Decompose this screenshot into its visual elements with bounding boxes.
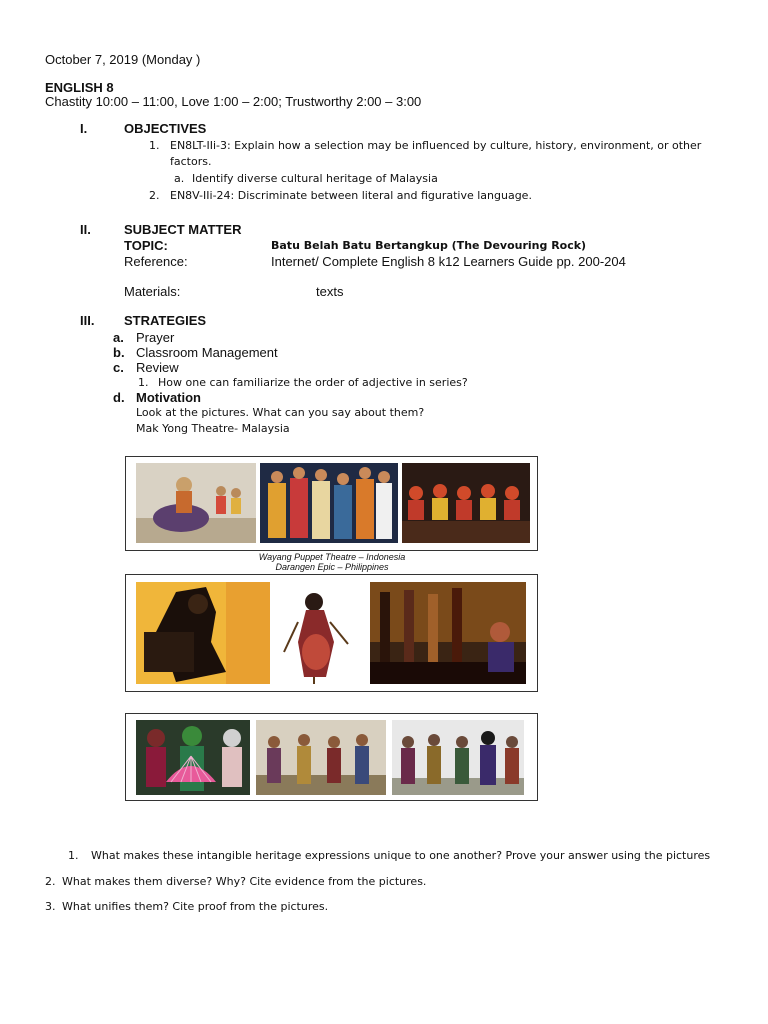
darangen-photo bbox=[256, 720, 386, 795]
review-question-number: 1. bbox=[138, 376, 149, 389]
strategy-prayer: Prayer bbox=[136, 330, 175, 345]
strategy-classroom-management: Classroom Management bbox=[136, 345, 278, 360]
materials-label: Materials: bbox=[124, 284, 181, 299]
question-number: 3. bbox=[45, 900, 56, 913]
strategy-motivation: Motivation bbox=[136, 390, 201, 405]
motivation-prompt: Look at the pictures. What can you say about them? bbox=[136, 406, 425, 419]
strategy-letter: b. bbox=[113, 345, 125, 360]
mak-yong-photo-strip bbox=[125, 456, 538, 551]
topic-label: TOPIC: bbox=[124, 238, 168, 253]
materials-value: texts bbox=[316, 284, 344, 299]
section-numeral: III. bbox=[80, 313, 95, 328]
question-number: 1. bbox=[68, 849, 79, 862]
strategy-review: Review bbox=[136, 360, 179, 375]
objective-text: EN8LT-IIi-3: Explain how a selection may be influenced by culture, history, environment, or other bbox=[170, 139, 702, 152]
subject-title: ENGLISH 8 bbox=[45, 80, 114, 95]
wayang-photo bbox=[278, 582, 362, 684]
objective-number: 2. bbox=[149, 189, 160, 202]
mak-yong-photo bbox=[260, 463, 398, 543]
lesson-date: October 7, 2019 (Monday ) bbox=[45, 52, 201, 67]
strategy-letter: a. bbox=[113, 330, 124, 345]
section-numeral: II. bbox=[80, 222, 91, 237]
sub-objective-text: Identify diverse cultural heritage of Malaysia bbox=[192, 172, 438, 185]
reference-value: Internet/ Complete English 8 k12 Learners Guide pp. 200-204 bbox=[271, 254, 626, 269]
sub-objective-letter: a. bbox=[174, 172, 185, 185]
question-text: What unifies them? Cite proof from the pictures. bbox=[62, 900, 329, 913]
objective-number: 1. bbox=[149, 139, 160, 152]
question-number: 2. bbox=[45, 875, 56, 888]
wayang-photo bbox=[370, 582, 526, 684]
wayang-photo bbox=[136, 582, 270, 684]
subject-matter-heading: SUBJECT MATTER bbox=[124, 222, 242, 237]
wayang-photo-strip bbox=[125, 574, 538, 692]
question-text: What makes them diverse? Why? Cite evidence from the pictures. bbox=[62, 875, 427, 888]
objective-text-continued: factors. bbox=[170, 155, 212, 168]
reference-label: Reference: bbox=[124, 254, 188, 269]
question-text: What makes these intangible heritage expressions unique to one another? Prove your answer using the pictures bbox=[91, 849, 711, 862]
darangen-photo-strip bbox=[125, 713, 538, 801]
topic-value: Batu Belah Batu Bertangkup (The Devouring Rock) bbox=[271, 239, 587, 252]
class-schedule: Chastity 10:00 – 11:00, Love 1:00 – 2:00; Trustworthy 2:00 – 3:00 bbox=[45, 94, 422, 109]
wayang-caption: Wayang Puppet Theatre – Indonesia bbox=[258, 552, 406, 562]
mak-yong-photo bbox=[402, 463, 530, 543]
review-question: How one can familiarize the order of adjective in series? bbox=[158, 376, 468, 389]
section-numeral: I. bbox=[80, 121, 88, 136]
strategies-heading: STRATEGIES bbox=[124, 313, 207, 328]
strategy-letter: d. bbox=[113, 390, 125, 405]
darangen-photo bbox=[136, 720, 250, 795]
motivation-caption: Mak Yong Theatre- Malaysia bbox=[136, 422, 290, 435]
strategy-letter: c. bbox=[113, 360, 124, 375]
objectives-heading: OBJECTIVES bbox=[124, 121, 207, 136]
darangen-caption: Darangen Epic – Philippines bbox=[275, 562, 389, 572]
mak-yong-photo bbox=[136, 463, 256, 543]
darangen-photo bbox=[392, 720, 524, 795]
objective-text: EN8V-IIi-24: Discriminate between literal and figurative language. bbox=[170, 189, 532, 202]
